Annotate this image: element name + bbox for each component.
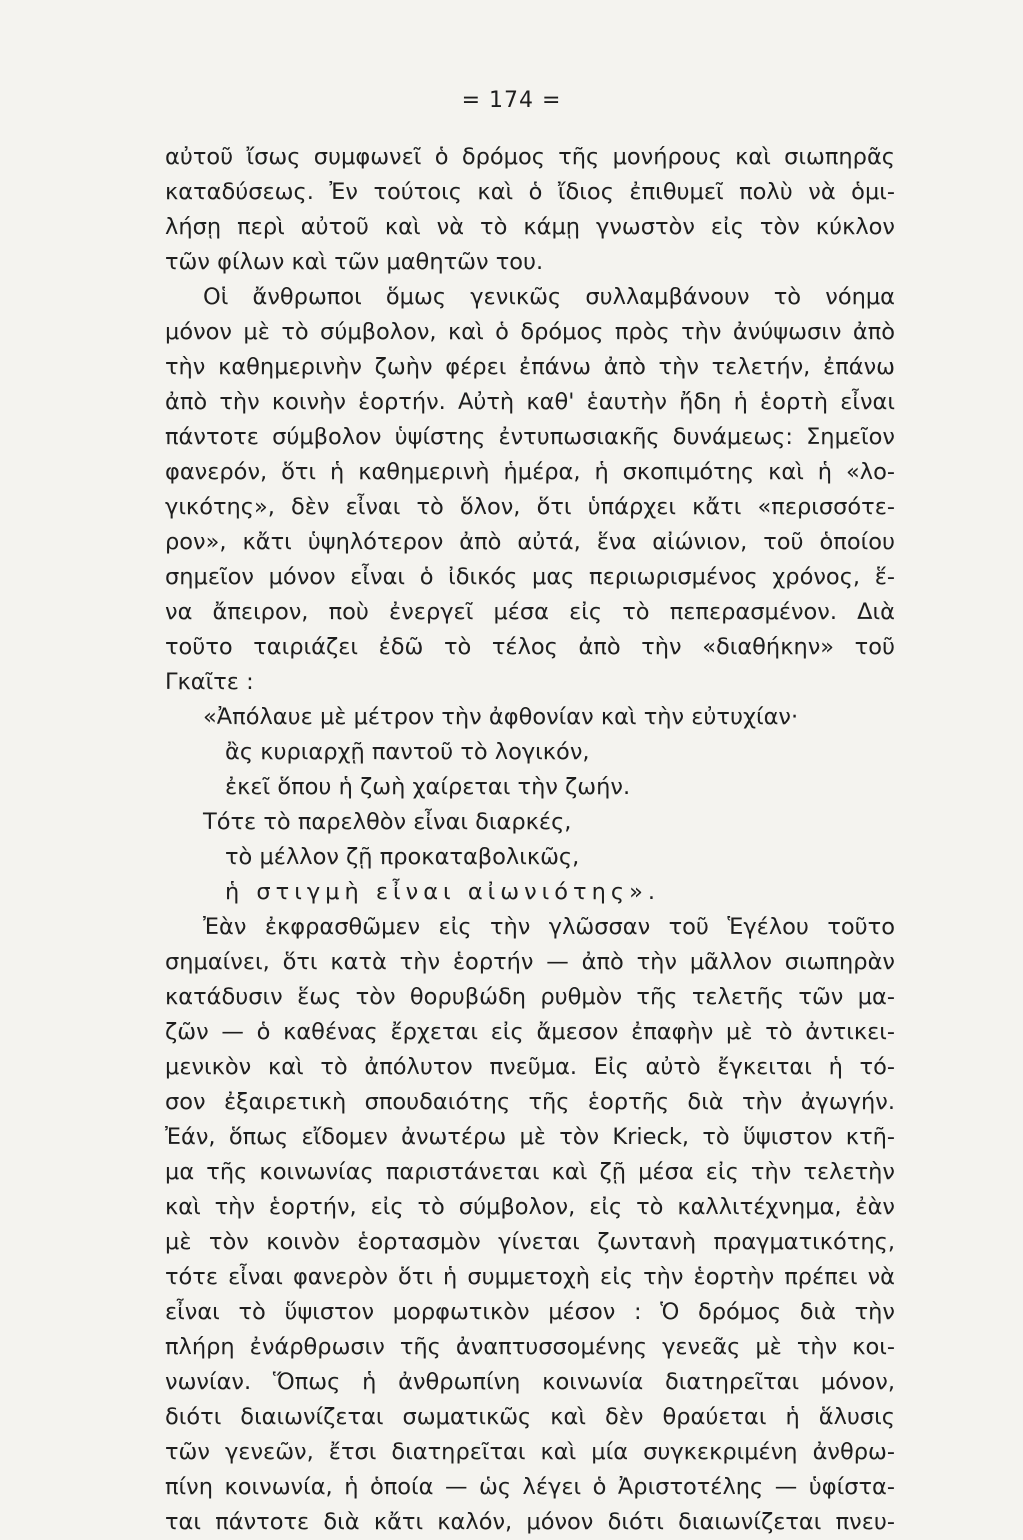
text-line: Τότε τὸ παρελθὸν εἶναι διαρκές, <box>203 809 572 835</box>
text-line: ἐκεῖ ὅπου ἡ ζωὴ χαίρεται τὴν ζωήν. <box>225 774 631 800</box>
text-line: τὴν καθημερινὴν ζωὴν φέρει ἐπάνω ἀπὸ τὴν τελετήν, ἐπάνω <box>165 354 895 380</box>
text-line: Ἐὰν ἐκφρασθῶμεν εἰς τὴν γλῶσσαν τοῦ Ἑγέλου τοῦτο <box>203 914 895 940</box>
text-line: Ἐάν, ὅπως εἴδομεν ἀνωτέρω μὲ τὸν Krieck, τὸ ὕψιστον κτῆ- <box>165 1124 895 1150</box>
text-line: ται πάντοτε διὰ κἄτι καλόν, μόνον διότι διαιωνίζεται πνευ- <box>165 1509 895 1535</box>
text-line: καὶ τὴν ἑορτήν, εἰς τὸ σύμβολον, εἰς τὸ καλλιτέχνημα, ἐὰν <box>165 1194 895 1220</box>
text-line: μὲ τὸν κοινὸν ἑορτασμὸν γίνεται ζωντανὴ πραγματικότης, <box>165 1229 895 1255</box>
text-line: λήσῃ περὶ αὐτοῦ καὶ νὰ τὸ κάμῃ γνωστὸν εἰς τὸν κύκλον <box>165 214 895 240</box>
text-line: «Ἀπόλαυε μὲ μέτρον τὴν ἀφθονίαν καὶ τὴν εὐτυχίαν· <box>203 704 799 730</box>
text-line: τὸ μέλλον ζῇ προκαταβολικῶς, <box>225 844 580 870</box>
text-line: καταδύσεως. Ἐν τούτοις καὶ ὁ ἴδιος ἐπιθυμεῖ πολὺ νὰ ὁμι- <box>165 179 895 205</box>
text-line: ἂς κυριαρχῇ παντοῦ τὸ λογικόν, <box>225 739 590 765</box>
text-line: Γκαῖτε : <box>165 669 254 695</box>
text-line: τῶν γενεῶν, ἔτσι διατηρεῖται καὶ μία συγκεκριμένη ἀνθρω- <box>165 1439 895 1465</box>
text-line: ρον», κἄτι ὑψηλότερον ἀπὸ αὐτά, ἕνα αἰώνιον, τοῦ ὁποίου <box>165 529 895 555</box>
text-line: πίνη κοινωνία, ἡ ὁποία — ὡς λέγει ὁ Ἀριστοτέλης — ὑφίστα- <box>165 1474 895 1500</box>
text-line: εἶναι τὸ ὕψιστον μορφωτικὸν μέσον : Ὁ δρόμος διὰ τὴν <box>165 1299 895 1325</box>
text-line: μα τῆς κοινωνίας παριστάνεται καὶ ζῇ μέσα εἰς τὴν τελετὴν <box>165 1159 895 1185</box>
text-line: Οἱ ἄνθρωποι ὅμως γενικῶς συλλαμβάνουν τὸ νόημα <box>203 284 895 310</box>
text-line: ζῶν — ὁ καθένας ἔρχεται εἰς ἄμεσον ἐπαφὴν μὲ τὸ ἀντικει- <box>165 1019 895 1045</box>
text-line: γικότης», δὲν εἶναι τὸ ὅλον, ὅτι ὑπάρχει κἄτι «περισσότε- <box>165 494 895 520</box>
text-line: κατάδυσιν ἕως τὸν θορυβώδη ρυθμὸν τῆς τελετῆς τῶν μα- <box>165 984 895 1010</box>
text-line: σον ἐξαιρετικὴ σπουδαιότης τῆς ἑορτῆς διὰ τὴν ἀγωγήν. <box>165 1089 895 1115</box>
text-line: μόνον μὲ τὸ σύμβολον, καὶ ὁ δρόμος πρὸς τὴν ἀνύψωσιν ἀπὸ <box>165 319 895 345</box>
text-line: πλήρη ἐνάρθρωσιν τῆς ἀναπτυσσομένης γενεᾶς μὲ τὴν κοι- <box>165 1334 895 1360</box>
page-number-header: = 174 = <box>461 88 562 113</box>
text-line: τῶν φίλων καὶ τῶν μαθητῶν του. <box>165 249 544 275</box>
text-line: να ἄπειρον, ποὺ ἐνεργεῖ μέσα εἰς τὸ πεπερασμένον. Διὰ <box>165 599 895 625</box>
text-line: διότι διαιωνίζεται σωματικῶς καὶ δὲν θραύεται ἡ ἅλυσις <box>165 1404 895 1430</box>
text-line: τότε εἶναι φανερὸν ὅτι ἡ συμμετοχὴ εἰς τὴν ἑορτὴν πρέπει νὰ <box>165 1264 895 1290</box>
text-line: νωνίαν. Ὅπως ἡ ἀνθρωπίνη κοινωνία διατηρεῖται μόνον, <box>165 1369 895 1395</box>
text-line: ἀπὸ τὴν κοινὴν ἑορτήν. Αὐτὴ καθ' ἑαυτὴν ἤδη ἡ ἑορτὴ εἶναι <box>165 389 895 415</box>
text-line: αὐτοῦ ἴσως συμφωνεῖ ὁ δρόμος τῆς μονήρους καὶ σιωπηρᾶς <box>165 144 895 170</box>
text-line: ἡ στιγμὴ εἶναι αἰωνιότης». <box>225 879 660 905</box>
text-line: τοῦτο ταιριάζει ἐδῶ τὸ τέλος ἀπὸ τὴν «διαθήκην» τοῦ <box>165 634 895 660</box>
text-line: πάντοτε σύμβολον ὑψίστης ἐντυπωσιακῆς δυνάμεως: Σημεῖον <box>165 424 895 450</box>
text-line: σημαίνει, ὅτι κατὰ τὴν ἑορτήν — ἀπὸ τὴν μᾶλλον σιωπηρὰν <box>165 949 895 975</box>
text-line: μενικὸν καὶ τὸ ἀπόλυτον πνεῦμα. Εἰς αὐτὸ ἔγκειται ἡ τό- <box>165 1054 895 1080</box>
text-line: φανερόν, ὅτι ἡ καθημερινὴ ἡμέρα, ἡ σκοπιμότης καὶ ἡ «λο- <box>165 459 895 485</box>
body-text <box>165 140 895 1540</box>
text-line: σημεῖον μόνον εἶναι ὁ ἰδικός μας περιωρισμένος χρόνος, ἕ- <box>165 564 895 590</box>
